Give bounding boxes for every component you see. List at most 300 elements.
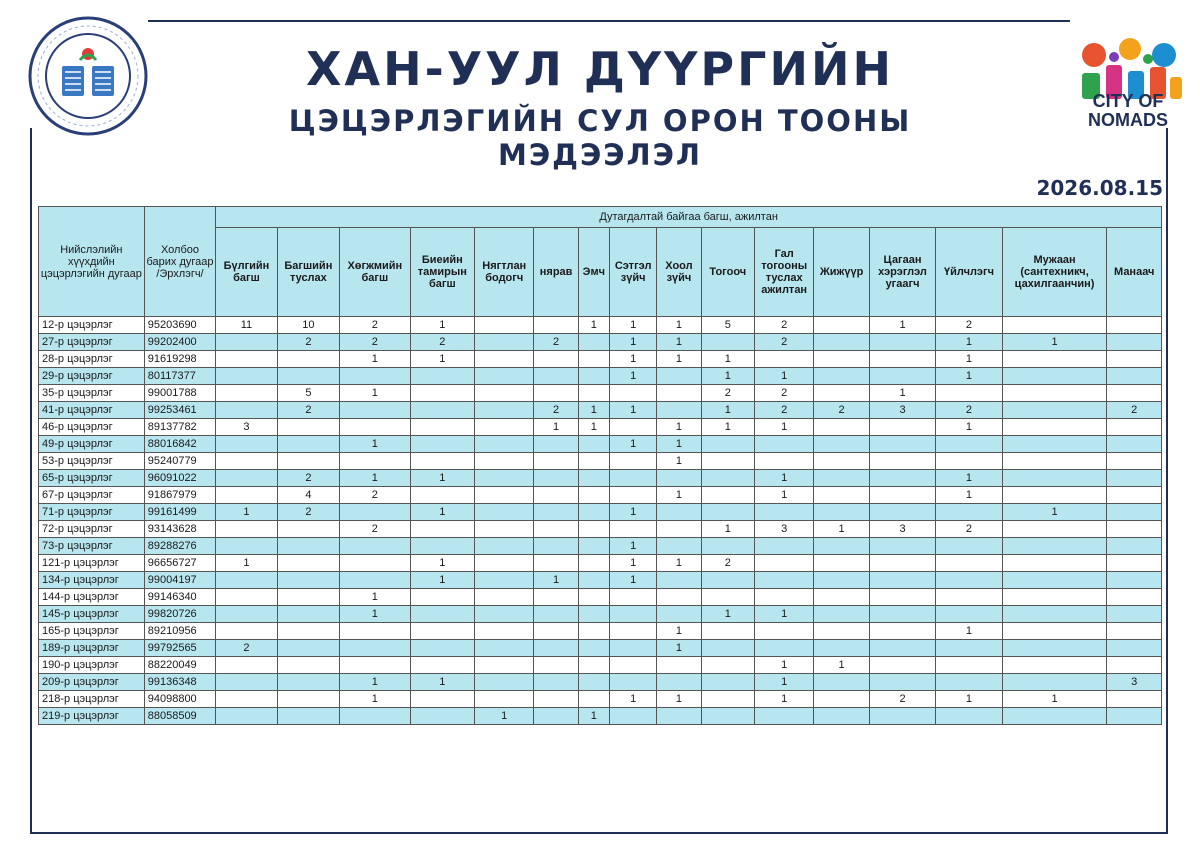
vacancy-count-cell xyxy=(1002,572,1107,589)
table-row xyxy=(39,334,1162,351)
vacancy-count-cell xyxy=(1002,351,1107,368)
vacancy-count-cell: 2 xyxy=(754,385,813,402)
vacancy-count-cell xyxy=(216,487,277,504)
vacancy-count-cell xyxy=(869,487,935,504)
vacancy-count-cell xyxy=(216,521,277,538)
vacancy-count-cell xyxy=(340,657,410,674)
vacancy-count-cell: 2 xyxy=(340,521,410,538)
vacancy-count-cell: 1 xyxy=(936,368,1002,385)
header-position: нярав xyxy=(534,228,578,317)
vacancy-count-cell xyxy=(578,691,609,708)
vacancy-count-cell xyxy=(1107,385,1162,402)
table-row xyxy=(39,351,1162,368)
logo-text-line2: NOMADS xyxy=(1088,110,1168,130)
vacancy-count-cell xyxy=(578,674,609,691)
vacancy-count-cell: 5 xyxy=(701,317,754,334)
vacancy-count-cell xyxy=(1002,521,1107,538)
vacancy-count-cell: 1 xyxy=(701,606,754,623)
vacancy-count-cell xyxy=(869,589,935,606)
kindergarten-name: 219-р цэцэрлэг xyxy=(39,708,145,725)
vacancy-count-cell xyxy=(1002,555,1107,572)
vacancy-count-cell xyxy=(609,589,656,606)
vacancy-count-cell xyxy=(657,521,701,538)
vacancy-count-cell xyxy=(534,487,578,504)
vacancy-count-cell xyxy=(754,453,813,470)
vacancy-count-cell xyxy=(754,589,813,606)
vacancy-count-cell xyxy=(475,640,534,657)
contact-phone: 94098800 xyxy=(144,691,216,708)
header-position: Сэтгэл зүйч xyxy=(609,228,656,317)
vacancy-count-cell: 1 xyxy=(701,402,754,419)
vacancy-count-cell xyxy=(657,368,701,385)
vacancy-count-cell xyxy=(657,402,701,419)
vacancy-count-cell: 1 xyxy=(609,538,656,555)
vacancy-count-cell: 2 xyxy=(534,334,578,351)
vacancy-count-cell xyxy=(534,708,578,725)
vacancy-count-cell: 1 xyxy=(534,419,578,436)
vacancy-count-cell: 1 xyxy=(936,470,1002,487)
vacancy-count-cell: 1 xyxy=(754,657,813,674)
kindergarten-name: 134-р цэцэрлэг xyxy=(39,572,145,589)
vacancy-count-cell xyxy=(936,589,1002,606)
kindergarten-name: 35-р цэцэрлэг xyxy=(39,385,145,402)
vacancy-count-cell xyxy=(936,504,1002,521)
logo-text-line1: CITY OF xyxy=(1092,91,1164,111)
contact-phone: 96091022 xyxy=(144,470,216,487)
contact-phone: 99136348 xyxy=(144,674,216,691)
vacancy-count-cell xyxy=(340,708,410,725)
vacancy-count-cell xyxy=(701,657,754,674)
vacancy-count-cell xyxy=(814,453,869,470)
vacancy-count-cell xyxy=(701,623,754,640)
vacancy-count-cell xyxy=(277,708,339,725)
vacancy-table xyxy=(38,206,1162,725)
vacancy-count-cell: 2 xyxy=(754,334,813,351)
vacancy-count-cell xyxy=(277,657,339,674)
vacancy-count-cell xyxy=(340,538,410,555)
vacancy-count-cell xyxy=(754,640,813,657)
vacancy-count-cell xyxy=(869,623,935,640)
vacancy-count-cell xyxy=(216,589,277,606)
vacancy-count-cell: 10 xyxy=(277,317,339,334)
table-row xyxy=(39,555,1162,572)
vacancy-count-cell: 1 xyxy=(340,385,410,402)
vacancy-count-cell xyxy=(277,453,339,470)
vacancy-count-cell xyxy=(340,402,410,419)
vacancy-count-cell: 2 xyxy=(410,334,474,351)
vacancy-count-cell xyxy=(814,487,869,504)
vacancy-count-cell xyxy=(869,419,935,436)
vacancy-count-cell: 1 xyxy=(754,606,813,623)
vacancy-count-cell xyxy=(754,504,813,521)
frame-bottom-border xyxy=(30,832,1168,834)
vacancy-count-cell: 2 xyxy=(534,402,578,419)
kindergarten-name: 12-р цэцэрлэг xyxy=(39,317,145,334)
kindergarten-name: 49-р цэцэрлэг xyxy=(39,436,145,453)
vacancy-count-cell xyxy=(814,606,869,623)
vacancy-count-cell xyxy=(657,385,701,402)
vacancy-count-cell xyxy=(216,436,277,453)
vacancy-count-cell xyxy=(277,555,339,572)
vacancy-count-cell: 3 xyxy=(754,521,813,538)
vacancy-count-cell xyxy=(1107,555,1162,572)
vacancy-count-cell xyxy=(216,538,277,555)
table-row xyxy=(39,487,1162,504)
vacancy-count-cell xyxy=(534,657,578,674)
vacancy-count-cell xyxy=(1107,521,1162,538)
header-position: Жижүүр xyxy=(814,228,869,317)
header-position: Тогооч xyxy=(701,228,754,317)
vacancy-count-cell: 1 xyxy=(701,521,754,538)
vacancy-count-cell xyxy=(410,606,474,623)
header-position: Багшийн туслах xyxy=(277,228,339,317)
contact-phone: 88016842 xyxy=(144,436,216,453)
vacancy-count-cell xyxy=(1107,606,1162,623)
vacancy-count-cell xyxy=(1107,572,1162,589)
table-row xyxy=(39,640,1162,657)
vacancy-count-cell xyxy=(534,436,578,453)
vacancy-count-cell xyxy=(410,640,474,657)
kindergarten-name: 73-р цэцэрлэг xyxy=(39,538,145,555)
vacancy-count-cell: 2 xyxy=(277,470,339,487)
vacancy-count-cell: 1 xyxy=(340,691,410,708)
vacancy-count-cell xyxy=(475,453,534,470)
vacancy-count-cell xyxy=(216,402,277,419)
table-row xyxy=(39,436,1162,453)
vacancy-count-cell xyxy=(410,385,474,402)
contact-phone: 99146340 xyxy=(144,589,216,606)
vacancy-count-cell xyxy=(216,691,277,708)
vacancy-count-cell xyxy=(701,640,754,657)
vacancy-count-cell xyxy=(609,708,656,725)
vacancy-count-cell: 1 xyxy=(1002,334,1107,351)
vacancy-count-cell: 3 xyxy=(869,402,935,419)
vacancy-count-cell xyxy=(814,334,869,351)
header-position: Үйлчлэгч xyxy=(936,228,1002,317)
vacancy-count-cell xyxy=(701,589,754,606)
vacancy-count-cell xyxy=(701,538,754,555)
vacancy-count-cell xyxy=(534,555,578,572)
vacancy-count-cell: 1 xyxy=(936,691,1002,708)
vacancy-count-cell: 1 xyxy=(701,419,754,436)
kindergarten-name: 53-р цэцэрлэг xyxy=(39,453,145,470)
vacancy-count-cell xyxy=(1002,606,1107,623)
vacancy-count-cell: 2 xyxy=(754,317,813,334)
vacancy-count-cell xyxy=(609,453,656,470)
vacancy-count-cell: 1 xyxy=(410,555,474,572)
vacancy-count-cell xyxy=(936,385,1002,402)
table-row xyxy=(39,589,1162,606)
contact-phone: 95203690 xyxy=(144,317,216,334)
vacancy-count-cell xyxy=(814,385,869,402)
vacancy-count-cell: 1 xyxy=(657,487,701,504)
vacancy-count-cell xyxy=(578,538,609,555)
vacancy-count-cell: 1 xyxy=(936,334,1002,351)
vacancy-count-cell xyxy=(277,691,339,708)
vacancy-count-cell xyxy=(534,385,578,402)
vacancy-count-cell xyxy=(814,538,869,555)
vacancy-count-cell xyxy=(754,538,813,555)
vacancy-count-cell xyxy=(216,572,277,589)
vacancy-count-cell xyxy=(340,419,410,436)
vacancy-count-cell xyxy=(277,589,339,606)
table-row xyxy=(39,368,1162,385)
vacancy-count-cell: 1 xyxy=(657,623,701,640)
vacancy-count-cell xyxy=(657,504,701,521)
vacancy-count-cell xyxy=(534,674,578,691)
vacancy-count-cell xyxy=(277,623,339,640)
kindergarten-name: 145-р цэцэрлэг xyxy=(39,606,145,623)
vacancy-count-cell: 11 xyxy=(216,317,277,334)
vacancy-count-cell xyxy=(578,640,609,657)
vacancy-count-cell xyxy=(277,538,339,555)
vacancy-count-cell xyxy=(814,623,869,640)
vacancy-count-cell: 1 xyxy=(578,317,609,334)
vacancy-count-cell xyxy=(754,436,813,453)
vacancy-count-cell: 2 xyxy=(701,385,754,402)
vacancy-count-cell: 1 xyxy=(340,606,410,623)
vacancy-count-cell xyxy=(578,334,609,351)
vacancy-count-cell xyxy=(657,708,701,725)
vacancy-count-cell xyxy=(534,470,578,487)
vacancy-count-cell xyxy=(814,708,869,725)
vacancy-count-cell xyxy=(814,317,869,334)
vacancy-count-cell xyxy=(578,385,609,402)
vacancy-count-cell xyxy=(701,708,754,725)
vacancy-count-cell: 1 xyxy=(657,453,701,470)
vacancy-count-cell: 1 xyxy=(754,419,813,436)
vacancy-count-cell: 2 xyxy=(340,487,410,504)
vacancy-count-cell xyxy=(578,368,609,385)
vacancy-count-cell xyxy=(701,453,754,470)
table-row xyxy=(39,606,1162,623)
vacancy-count-cell xyxy=(1002,317,1107,334)
vacancy-count-cell xyxy=(869,504,935,521)
vacancy-count-cell xyxy=(1002,657,1107,674)
vacancy-count-cell: 1 xyxy=(657,640,701,657)
vacancy-count-cell xyxy=(814,419,869,436)
kindergarten-name: 190-р цэцэрлэг xyxy=(39,657,145,674)
vacancy-count-cell xyxy=(216,453,277,470)
vacancy-count-cell: 1 xyxy=(609,334,656,351)
contact-phone: 99161499 xyxy=(144,504,216,521)
vacancy-count-cell xyxy=(1002,640,1107,657)
vacancy-count-cell xyxy=(869,351,935,368)
vacancy-count-cell: 2 xyxy=(340,317,410,334)
vacancy-count-cell: 1 xyxy=(216,555,277,572)
page-subtitle: ЦЭЦЭРЛЭГИЙН СУЛ ОРОН ТООНЫ МЭДЭЭЛЭЛ xyxy=(288,104,912,172)
contact-phone: 99004197 xyxy=(144,572,216,589)
vacancy-count-cell xyxy=(410,708,474,725)
vacancy-count-cell xyxy=(609,521,656,538)
vacancy-count-cell xyxy=(1107,623,1162,640)
vacancy-count-cell: 2 xyxy=(814,402,869,419)
vacancy-count-cell xyxy=(701,487,754,504)
vacancy-count-cell xyxy=(340,640,410,657)
vacancy-count-cell: 1 xyxy=(609,351,656,368)
vacancy-count-cell xyxy=(814,572,869,589)
vacancy-count-cell xyxy=(657,572,701,589)
vacancy-count-cell xyxy=(936,606,1002,623)
header-position: Нягтлан бодогч xyxy=(475,228,534,317)
vacancy-count-cell xyxy=(657,657,701,674)
vacancy-count-cell xyxy=(936,453,1002,470)
vacancy-count-cell xyxy=(1107,368,1162,385)
vacancy-count-cell xyxy=(534,453,578,470)
table-row xyxy=(39,521,1162,538)
vacancy-count-cell xyxy=(1002,589,1107,606)
contact-phone: 99202400 xyxy=(144,334,216,351)
contact-phone: 99792565 xyxy=(144,640,216,657)
vacancy-count-cell xyxy=(534,691,578,708)
vacancy-count-cell: 1 xyxy=(754,674,813,691)
vacancy-count-cell xyxy=(475,504,534,521)
vacancy-count-cell: 1 xyxy=(410,572,474,589)
vacancy-count-cell: 1 xyxy=(609,572,656,589)
vacancy-count-cell: 1 xyxy=(340,589,410,606)
vacancy-count-cell xyxy=(657,606,701,623)
vacancy-count-cell: 1 xyxy=(701,351,754,368)
vacancy-count-cell: 1 xyxy=(578,402,609,419)
vacancy-table-body xyxy=(39,317,1162,725)
vacancy-count-cell xyxy=(1002,623,1107,640)
vacancy-count-cell xyxy=(609,623,656,640)
vacancy-count-cell: 1 xyxy=(814,521,869,538)
vacancy-count-cell xyxy=(216,708,277,725)
kindergarten-name: 165-р цэцэрлэг xyxy=(39,623,145,640)
kindergarten-name: 209-р цэцэрлэг xyxy=(39,674,145,691)
vacancy-count-cell: 2 xyxy=(936,317,1002,334)
table-row xyxy=(39,538,1162,555)
vacancy-count-cell xyxy=(534,317,578,334)
vacancy-count-cell xyxy=(1002,453,1107,470)
vacancy-count-cell: 1 xyxy=(534,572,578,589)
vacancy-count-cell xyxy=(657,674,701,691)
table-row xyxy=(39,572,1162,589)
kindergarten-name: 71-р цэцэрлэг xyxy=(39,504,145,521)
vacancy-count-cell xyxy=(657,538,701,555)
kindergarten-name: 189-р цэцэрлэг xyxy=(39,640,145,657)
vacancy-count-cell xyxy=(410,623,474,640)
vacancy-count-cell: 1 xyxy=(410,351,474,368)
vacancy-count-cell xyxy=(475,572,534,589)
vacancy-count-cell: 1 xyxy=(936,487,1002,504)
vacancy-count-cell xyxy=(277,606,339,623)
vacancy-count-cell xyxy=(609,640,656,657)
vacancy-count-cell: 2 xyxy=(701,555,754,572)
vacancy-count-cell xyxy=(578,606,609,623)
vacancy-count-cell xyxy=(475,521,534,538)
vacancy-count-cell xyxy=(609,419,656,436)
vacancy-count-cell: 1 xyxy=(340,674,410,691)
table-row xyxy=(39,691,1162,708)
vacancy-count-cell: 1 xyxy=(216,504,277,521)
vacancy-count-cell xyxy=(869,657,935,674)
vacancy-count-cell xyxy=(578,572,609,589)
contact-phone: 89137782 xyxy=(144,419,216,436)
header-position: Бүлгийн багш xyxy=(216,228,277,317)
vacancy-count-cell xyxy=(277,368,339,385)
vacancy-count-cell xyxy=(1002,402,1107,419)
vacancy-count-cell xyxy=(701,470,754,487)
vacancy-count-cell xyxy=(1107,453,1162,470)
contact-phone: 95240779 xyxy=(144,453,216,470)
vacancy-count-cell xyxy=(410,657,474,674)
vacancy-count-cell: 1 xyxy=(475,708,534,725)
vacancy-count-cell: 1 xyxy=(340,470,410,487)
vacancy-count-cell xyxy=(814,674,869,691)
contact-phone: 99253461 xyxy=(144,402,216,419)
contact-phone: 88220049 xyxy=(144,657,216,674)
vacancy-count-cell xyxy=(340,555,410,572)
vacancy-count-cell xyxy=(475,555,534,572)
contact-phone: 99820726 xyxy=(144,606,216,623)
vacancy-count-cell: 4 xyxy=(277,487,339,504)
vacancy-count-cell xyxy=(609,470,656,487)
kindergarten-name: 72-р цэцэрлэг xyxy=(39,521,145,538)
vacancy-count-cell xyxy=(578,504,609,521)
vacancy-count-cell xyxy=(216,674,277,691)
vacancy-count-cell: 2 xyxy=(277,334,339,351)
header-vacant-positions-group: Дутагдалтай байгаа багш, ажилтан xyxy=(216,207,1162,228)
vacancy-count-cell xyxy=(475,623,534,640)
vacancy-count-cell xyxy=(340,368,410,385)
vacancy-count-cell xyxy=(814,351,869,368)
vacancy-count-cell xyxy=(936,572,1002,589)
vacancy-count-cell: 1 xyxy=(869,317,935,334)
vacancy-count-cell xyxy=(475,368,534,385)
vacancy-count-cell xyxy=(277,674,339,691)
vacancy-count-cell xyxy=(869,453,935,470)
vacancy-count-cell xyxy=(936,640,1002,657)
contact-phone: 88058509 xyxy=(144,708,216,725)
vacancy-count-cell xyxy=(410,691,474,708)
vacancy-count-cell: 1 xyxy=(609,317,656,334)
vacancy-count-cell xyxy=(1107,419,1162,436)
vacancy-count-cell xyxy=(475,674,534,691)
vacancy-count-cell: 2 xyxy=(936,521,1002,538)
vacancy-count-cell xyxy=(578,657,609,674)
vacancy-count-cell xyxy=(869,640,935,657)
vacancy-count-cell: 2 xyxy=(754,402,813,419)
vacancy-count-cell xyxy=(701,572,754,589)
vacancy-count-cell: 1 xyxy=(936,419,1002,436)
contact-phone: 80117377 xyxy=(144,368,216,385)
vacancy-count-cell xyxy=(754,351,813,368)
vacancy-count-cell: 2 xyxy=(936,402,1002,419)
vacancy-count-cell xyxy=(1107,657,1162,674)
frame-right-border xyxy=(1166,128,1168,833)
vacancy-count-cell: 1 xyxy=(754,691,813,708)
vacancy-count-cell xyxy=(277,572,339,589)
vacancy-count-cell xyxy=(475,538,534,555)
header-position: Хөгжмийн багш xyxy=(340,228,410,317)
vacancy-count-cell xyxy=(936,708,1002,725)
vacancy-count-cell xyxy=(1002,470,1107,487)
vacancy-count-cell xyxy=(216,334,277,351)
header-contact-phone: Холбоо барих дугаар /Эрхлэгч/ xyxy=(144,207,216,317)
contact-phone: 91619298 xyxy=(144,351,216,368)
vacancy-count-cell xyxy=(936,436,1002,453)
table-row xyxy=(39,385,1162,402)
vacancy-count-cell xyxy=(657,470,701,487)
vacancy-count-cell xyxy=(609,385,656,402)
vacancy-count-cell xyxy=(1107,487,1162,504)
vacancy-count-cell xyxy=(475,419,534,436)
vacancy-count-cell xyxy=(216,657,277,674)
vacancy-count-cell: 1 xyxy=(657,555,701,572)
vacancy-count-cell xyxy=(1107,470,1162,487)
